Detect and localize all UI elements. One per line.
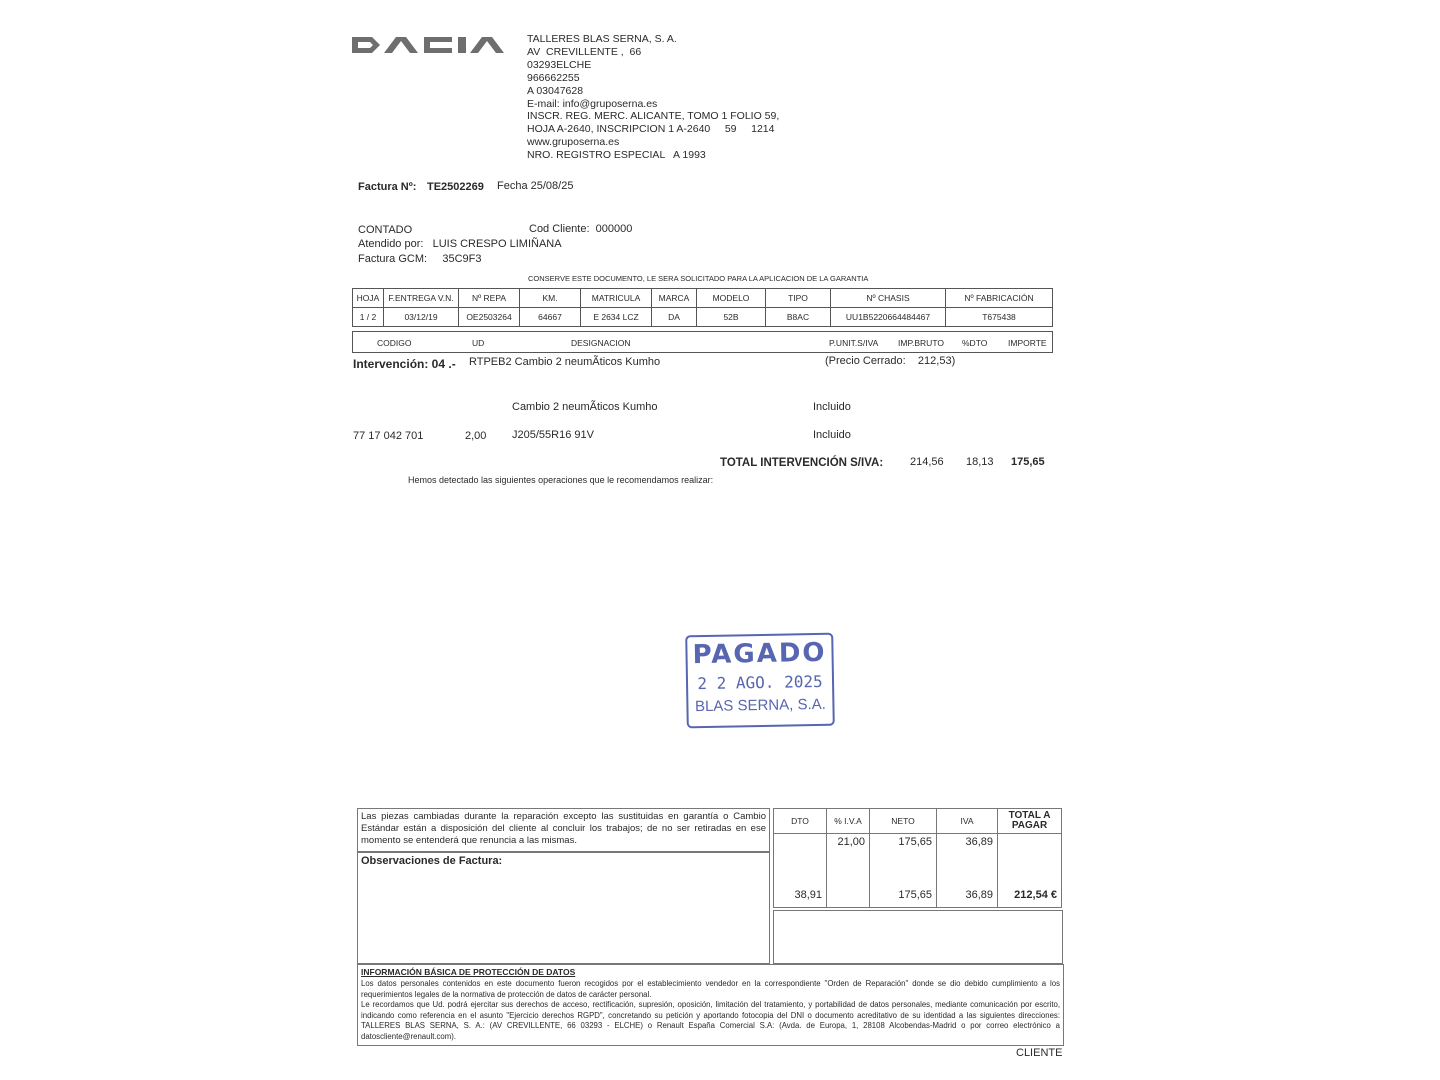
company-line: www.gruposerna.es [527,136,620,149]
tot-hdr-neto: NETO [870,809,937,834]
privacy-paragraph-1: Los datos personales contenidos en este documento fueron recogidos por el establecimiento vendedor en la correspondiente "Orden de Reparación" donde se dio debido cumplimiento a los requerimientos legales de la normativa de protección de datos de carácter personal. [361,979,1060,999]
line-items-header [352,331,1053,353]
stamp-paid-text: PAGADO [692,637,827,671]
parts-notice-box [357,808,770,852]
hdr-importe: IMPORTE [1008,338,1047,348]
invoice-date: Fecha 25/08/25 [497,180,574,192]
item1-description: Cambio 2 neumÃticos Kumho [512,401,658,413]
hdr-codigo: CODIGO [377,338,412,348]
intervention-price: (Precio Cerrado: 212,53) [825,355,956,367]
tot-hdr-total: TOTAL A PAGAR [998,809,1062,834]
payment-method: CONTADO [358,224,413,236]
company-line: INSCR. REG. MERC. ALICANTE, TOMO 1 FOLIO 59, [527,110,780,123]
col-chasis: Nº CHASIS [831,289,946,308]
parts-notice-text: Las piezas cambiadas durante la reparación excepto las sustituidas en garantía o Cambio Estándar están a disposición del cliente al concluir los trabajos; de no ser retiradas en ese momento se entenderá que renuncia a las mismas. [361,811,766,846]
val-repa: OE2503264 [459,308,520,327]
stamp-company: BLAS SERNA, S.A. [694,695,827,716]
privacy-title: INFORMACIÓN BÁSICA DE PROTECCIÓN DE DATOS [361,967,576,977]
tot-r2-total: 212,54 € [998,884,1062,908]
invoice-number-label: Factura Nº: [358,181,417,193]
company-line: AV CREVILLENTE , 66 [527,45,642,58]
company-line: 03293ELCHE [527,58,592,71]
totals-header-row [774,809,1062,834]
gcm-invoice: Factura GCM: 35C9F3 [358,253,482,265]
col-matricula: MATRICULA [581,289,652,308]
hdr-imp-bruto: IMP.BRUTO [898,338,944,348]
val-entrega: 03/12/19 [384,308,459,327]
col-repa: Nº REPA [459,289,520,308]
observations-box [357,852,770,964]
hdr-ud: UD [472,338,485,348]
col-entrega: F.ENTREGA V.N. [384,289,459,308]
stamp-date: 2 2 AGO. 2025 [697,671,823,694]
tot-r1-dto [774,834,827,884]
company-line: E-mail: info@gruposerna.es [527,97,658,110]
val-hoja: 1 / 2 [353,308,384,327]
observations-label: Observaciones de Factura: [361,855,503,867]
totals-row-1 [774,834,1062,884]
item1-status: Incluido [813,401,851,413]
intervention-total-gross: 214,56 [910,456,944,468]
val-fabricacion: T675438 [946,308,1053,327]
hdr-dto: %DTO [962,338,988,348]
item2-description: J205/55R16 91V [512,429,594,441]
intervention-title: RTPEB2 Cambio 2 neumÃticos Kumho [469,356,661,368]
val-modelo: 52B [697,308,766,327]
copy-label: CLIENTE [1016,1047,1063,1059]
tot-r2-iva-pct [827,884,870,908]
paid-stamp [685,633,835,729]
hdr-designacion: DESIGNACION [571,338,631,348]
col-hoja: HOJA [353,289,384,308]
privacy-paragraph-2: Le recordamos que Ud. podrá ejercitar sus derechos de acceso, rectificación, supresión, oposición, limitación del tratamiento, y portabilidad de datos personales, mediante comunicación por escrito, indicando como referencia en el asunto "Ejercicio derechos RGPD", concretando su petición y aportando fotocopia del DNI o documento acreditativo de su identidad a las siguientes direcciones: TALLERES BLAS SERNA, S. A.: (AV CREVILLENTE, 66 03293 - ELCHE) o Renault España Comercial S.A: (Avda. de Europa, 1, 28108 Alcobendas-Madrid o por correo electrónico a datoscliente@renault.com). [361,1000,1060,1041]
dacia-logo [350,34,520,61]
company-line: A 03047628 [527,84,584,97]
val-matricula: E 2634 LCZ [581,308,652,327]
item2-status: Incluido [813,429,851,441]
col-km: KM. [520,289,581,308]
warranty-notice: CONSERVE ESTE DOCUMENTO, LE SERA SOLICITADO PARA LA APLICACION DE LA GARANTIA [528,274,869,283]
col-marca: MARCA [652,289,697,308]
col-tipo: TIPO [766,289,831,308]
company-line: HOJA A-2640, INSCRIPCION 1 A-2640 59 1214 [527,123,775,136]
recommendation-text: Hemos detectado las siguientes operaciones que le recomendamos realizar: [408,475,714,485]
col-fabricacion: Nº FABRICACIÓN [946,289,1053,308]
vehicle-table [352,288,1053,327]
company-info [527,33,779,162]
client-code: Cod Cliente: 000000 [529,223,633,235]
intervention-label: Intervención: 04 .- [353,357,456,371]
signature-box [773,910,1063,964]
intervention-total-amount: 175,65 [1011,456,1045,468]
vehicle-value-row [353,308,1053,327]
val-km: 64667 [520,308,581,327]
invoice-number: TE2502269 [427,181,484,193]
hdr-punit: P.UNIT.S/IVA [829,338,879,348]
col-modelo: MODELO [697,289,766,308]
vehicle-header-row [353,289,1053,308]
tot-hdr-iva: IVA [937,809,998,834]
val-marca: DA [652,308,697,327]
totals-table [773,808,1062,908]
tot-r1-iva-pct: 21,00 [827,834,870,884]
company-line: TALLERES BLAS SERNA, S. A. [527,33,677,45]
tot-r2-iva: 36,89 [937,884,998,908]
privacy-box [357,964,1064,1046]
company-line: NRO. REGISTRO ESPECIAL A 1993 [527,149,706,162]
intervention-total-dto: 18,13 [966,456,994,468]
attended-by: Atendido por: LUIS CRESPO LIMIÑANA [358,238,562,250]
tot-r1-iva: 36,89 [937,834,998,884]
intervention-total-label: TOTAL INTERVENCIÓN S/IVA: [720,457,884,469]
tot-hdr-dto: DTO [774,809,827,834]
val-chasis: UU1B5220664484467 [831,308,946,327]
totals-row-2 [774,884,1062,908]
company-line: 966662255 [527,71,580,84]
tot-hdr-iva-pct: % I.V.A [827,809,870,834]
tot-r2-neto: 175,65 [870,884,937,908]
tot-r2-dto: 38,91 [774,884,827,908]
tot-r1-total [998,834,1062,884]
val-tipo: B8AC [766,308,831,327]
item2-quantity: 2,00 [465,430,487,442]
tot-r1-neto: 175,65 [870,834,937,884]
item2-code: 77 17 042 701 [353,430,424,442]
